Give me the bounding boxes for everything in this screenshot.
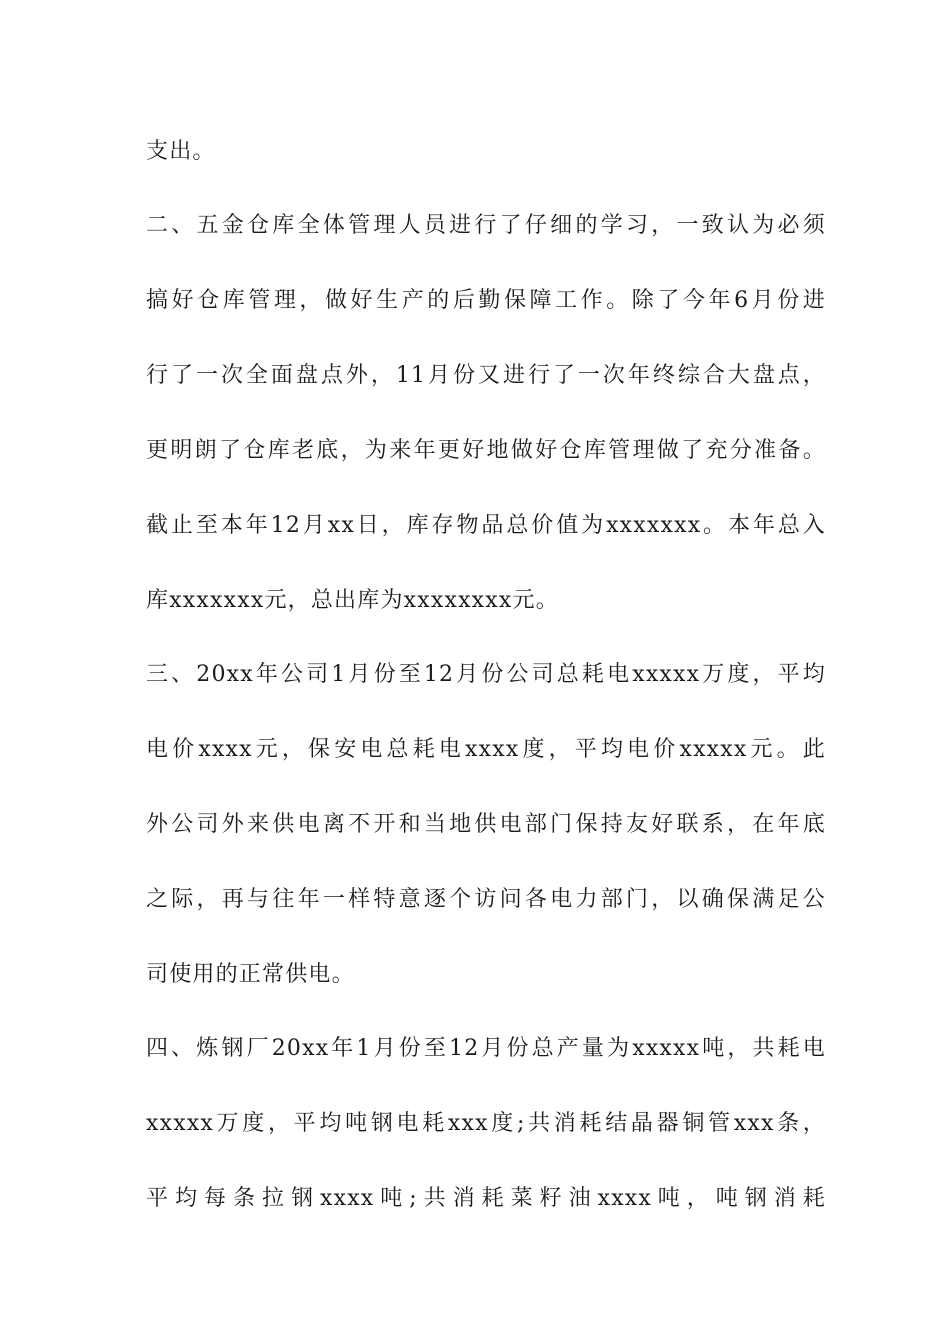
text-line-7: 库xxxxxxx元，总出库为xxxxxxxx元。 [146,588,559,613]
text-line-3: 搞好仓库管理，做好生产的后勤保障工作。除了今年6月份进 [146,288,826,313]
text-line-14: xxxxx万度，平均吨钢电耗xxx度;共消耗结晶器铜管xxx条， [146,1111,826,1136]
text-line-10: 外公司外来供电离不开和当地供电部门保持友好联系，在年底 [146,812,826,837]
text-line-4: 行了一次全面盘点外，11月份又进行了一次年终综合大盘点， [146,363,826,388]
text-line-12: 司使用的正常供电。 [146,962,355,987]
text-line-15: 平均每条拉钢xxxx吨;共消耗菜籽油xxxx吨，吨钢消耗 [146,1186,826,1211]
text-line-1: 支出。 [146,139,216,164]
text-line-5: 更明朗了仓库老底，为来年更好地做好仓库管理做了充分准备。 [146,438,826,463]
text-line-8: 三、20xx年公司1月份至12月份公司总耗电xxxxx万度，平均 [146,662,826,687]
text-line-9: 电价xxxx元，保安电总耗电xxxx度，平均电价xxxxx元。此 [146,737,826,762]
text-line-13: 四、炼钢厂20xx年1月份至12月份总产量为xxxxx吨，共耗电 [146,1036,826,1061]
text-line-11: 之际，再与往年一样特意逐个访问各电力部门，以确保满足公 [146,887,826,912]
text-line-6: 截止至本年12月xx日，库存物品总价值为xxxxxxx。本年总入 [146,513,826,538]
text-line-2: 二、五金仓库全体管理人员进行了仔细的学习，一致认为必须 [146,213,826,238]
